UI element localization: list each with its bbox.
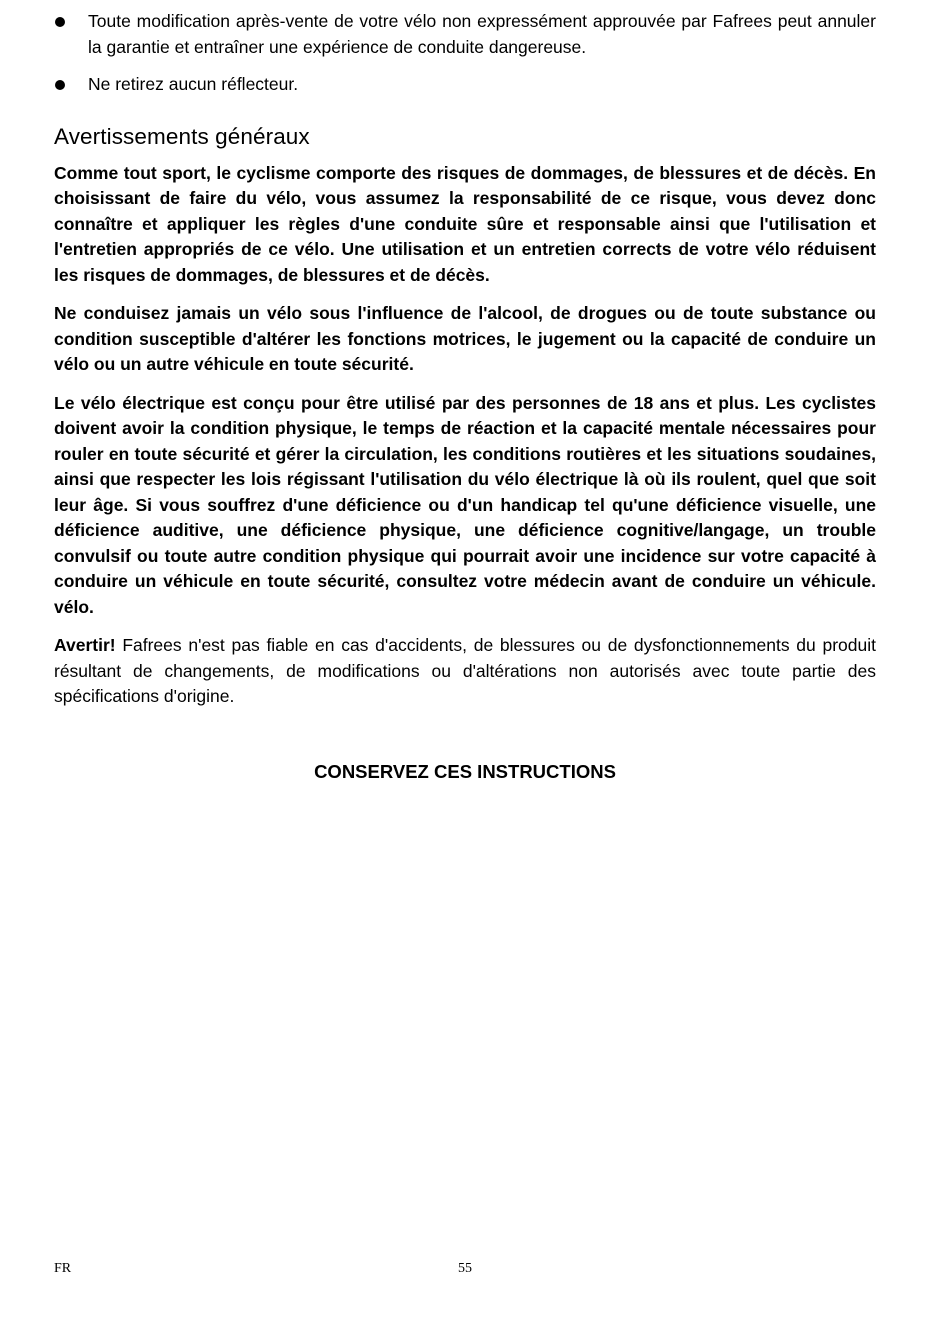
bullet-text: Toute modification après-vente de votre vélo non expressément approuvée par Fafrees peut annuler la garantie et entraîner une expérience de conduite dangereuse. [88, 11, 876, 57]
section-heading: Avertissements généraux [54, 123, 310, 149]
closing-instruction: CONSERVEZ CES INSTRUCTIONS [314, 760, 616, 782]
footer-page-number: 55 [458, 1261, 472, 1276]
bullet-list [54, 9, 876, 98]
warning-paragraph-risks: Comme tout sport, le cyclisme comporte des risques de dommages, de blessures et de décès. En choisissant de faire du vélo, vous assumez la responsabilité de ce risque, vous devez donc connaître et appliquer les règles d'une conduite sûre et responsable ainsi que l'utilisation et l'entretien appropriés de ce vélo. Une utilisation et un entretien corrects de votre vélo réduisent les risques de dommages, de blessures et de décès. [54, 162, 876, 285]
footer-language: FR [54, 1261, 72, 1276]
bullet-dot-icon [55, 80, 65, 90]
warning-paragraph-influence: Ne conduisez jamais un vélo sous l'influence de l'alcool, de drogues ou de toute substance ou condition susceptible d'altérer les fonctions motrices, le jugement ou la capacité de conduire un vélo ou un autre véhicule en toute sécurité. [54, 303, 876, 374]
warning-label: Avertir! [54, 635, 116, 655]
bullet-item [54, 72, 876, 98]
warning-notice [54, 633, 876, 710]
bullet-item [54, 9, 876, 60]
document-body [54, 9, 876, 784]
warning-paragraph-age: Le vélo électrique est conçu pour être utilisé par des personnes de 18 ans et plus. Les cyclistes doivent avoir la condition physique, le temps de réaction et la capacité mentale nécessaires pour rouler en toute sécurité et gérer la circulation, les conditions routières et les situations soudaines, ainsi que respecter les lois régissant l'utilisation du vélo électrique là où ils roulent, quel que soit leur âge. Si vous souffrez d'une déficience ou d'un handicap tel qu'une déficience visuelle, une déficience auditive, une déficience physique, une déficience cognitive/langage, un trouble convulsif ou toute autre condition physique qui pourrait avoir une incidence sur votre capacité à conduire un véhicule en toute sécurité, consultez votre médecin avant de conduire un véhicule. vélo. [54, 392, 876, 617]
bullet-dot-icon [55, 17, 65, 27]
bullet-text: Ne retirez aucun réflecteur. [88, 74, 299, 94]
warning-text: Fafrees n'est pas fiable en cas d'accidents, de blessures ou de dysfonctionnements du produit résultant de changements, de modifications ou d'altérations non autorisés avec toute partie des spécifications d'origine. [54, 635, 876, 706]
